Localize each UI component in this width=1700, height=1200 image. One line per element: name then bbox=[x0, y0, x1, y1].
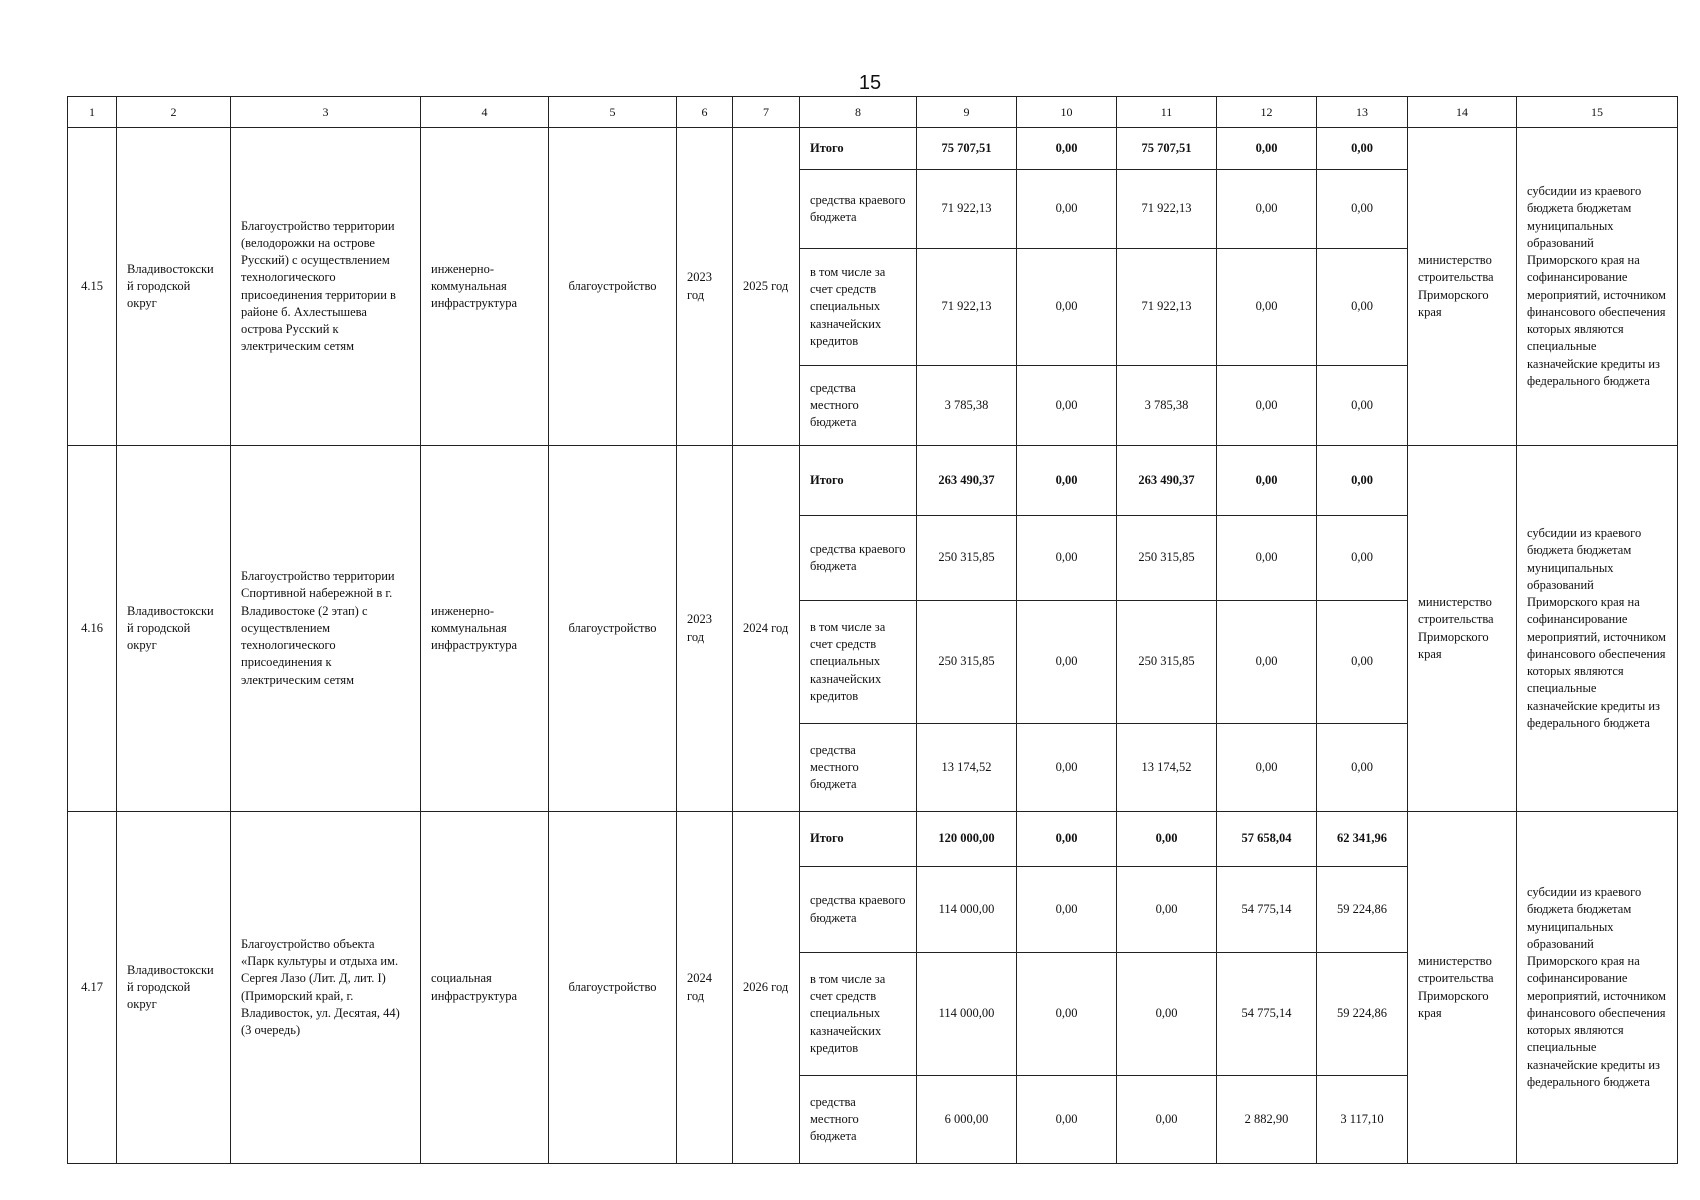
amount-cell: 0,00 bbox=[1217, 128, 1317, 170]
amount-cell: 0,00 bbox=[1117, 867, 1217, 953]
amount-cell: 0,00 bbox=[1017, 601, 1117, 724]
amount-cell: 0,00 bbox=[1117, 812, 1217, 867]
amount-cell: 0,00 bbox=[1017, 953, 1117, 1076]
funding-source-label: средства местного бюджета bbox=[800, 1076, 917, 1164]
project-name: Благоустройство территории Спортивной набережной в г. Владивостоке (2 этап) с осуществлением технологического присоединения к электрическим сетям bbox=[231, 446, 421, 812]
amount-cell: 0,00 bbox=[1117, 953, 1217, 1076]
funding-source-label: Итого bbox=[800, 812, 917, 867]
funding-source-label: в том числе за счет средств специальных казначейских кредитов bbox=[800, 601, 917, 724]
start-year: 2023 год bbox=[677, 128, 733, 446]
amount-cell: 0,00 bbox=[1017, 867, 1117, 953]
amount-cell: 263 490,37 bbox=[1117, 446, 1217, 516]
funding-source-label: Итого bbox=[800, 128, 917, 170]
project-number: 4.16 bbox=[68, 446, 117, 812]
amount-cell: 0,00 bbox=[1017, 1076, 1117, 1164]
funding-source-label: средства местного бюджета bbox=[800, 724, 917, 812]
amount-cell: 0,00 bbox=[1017, 170, 1117, 249]
amount-cell: 0,00 bbox=[1217, 446, 1317, 516]
amount-cell: 120 000,00 bbox=[917, 812, 1017, 867]
amount-cell: 71 922,13 bbox=[1117, 170, 1217, 249]
amount-cell: 0,00 bbox=[1217, 601, 1317, 724]
amount-cell: 0,00 bbox=[1317, 724, 1408, 812]
project-category: благоустройство bbox=[549, 128, 677, 446]
amount-cell: 0,00 bbox=[1017, 812, 1117, 867]
amount-cell: 114 000,00 bbox=[917, 953, 1017, 1076]
funding-source-label: Итого bbox=[800, 446, 917, 516]
amount-cell: 0,00 bbox=[1317, 128, 1408, 170]
amount-cell: 0,00 bbox=[1017, 446, 1117, 516]
header-cell: 14 bbox=[1408, 97, 1517, 128]
amount-cell: 0,00 bbox=[1217, 724, 1317, 812]
amount-cell: 13 174,52 bbox=[917, 724, 1017, 812]
header-cell: 7 bbox=[733, 97, 800, 128]
amount-cell: 0,00 bbox=[1317, 170, 1408, 249]
project-name: Благоустройство объекта «Парк культуры и отдыха им. Сергея Лазо (Лит. Д, лит. I) (Приморский край, г. Владивосток, ул. Десятая, 44)(3 очередь) bbox=[231, 812, 421, 1164]
start-year: 2024 год bbox=[677, 812, 733, 1164]
amount-cell: 250 315,85 bbox=[917, 601, 1017, 724]
project-category: благоустройство bbox=[549, 812, 677, 1164]
header-cell: 2 bbox=[117, 97, 231, 128]
table-row bbox=[68, 446, 1678, 516]
amount-cell: 0,00 bbox=[1017, 366, 1117, 446]
amount-cell: 0,00 bbox=[1317, 516, 1408, 601]
amount-cell: 59 224,86 bbox=[1317, 953, 1408, 1076]
funding-source-label: средства краевого бюджета bbox=[800, 516, 917, 601]
amount-cell: 250 315,85 bbox=[917, 516, 1017, 601]
project-category: благоустройство bbox=[549, 446, 677, 812]
amount-cell: 71 922,13 bbox=[917, 170, 1017, 249]
funding-source-label: в том числе за счет средств специальных казначейских кредитов bbox=[800, 953, 917, 1076]
amount-cell: 250 315,85 bbox=[1117, 516, 1217, 601]
funding-note: субсидии из краевого бюджета бюджетам муниципальных образований Приморского края на софинансирование мероприятий, источником финансового обеспечения которых являются специальные казначейские кредиты из федерального бюджета bbox=[1517, 128, 1678, 446]
amount-cell: 0,00 bbox=[1317, 366, 1408, 446]
amount-cell: 0,00 bbox=[1217, 170, 1317, 249]
page-number: 15 bbox=[858, 72, 882, 94]
amount-cell: 57 658,04 bbox=[1217, 812, 1317, 867]
amount-cell: 0,00 bbox=[1317, 446, 1408, 516]
project-name: Благоустройство территории (велодорожки на острове Русский) с осуществлением технологического присоединения территории в районе б. Ахлестышева острова Русский к электрическим сетям bbox=[231, 128, 421, 446]
project-number: 4.15 bbox=[68, 128, 117, 446]
funding-source-label: средства местного бюджета bbox=[800, 366, 917, 446]
header-cell: 5 bbox=[549, 97, 677, 128]
amount-cell: 0,00 bbox=[1017, 249, 1117, 366]
header-cell: 8 bbox=[800, 97, 917, 128]
funding-note: субсидии из краевого бюджета бюджетам муниципальных образований Приморского края на софинансирование мероприятий, источником финансового обеспечения которых являются специальные казначейские кредиты из федерального бюджета bbox=[1517, 446, 1678, 812]
header-cell: 11 bbox=[1117, 97, 1217, 128]
header-cell: 4 bbox=[421, 97, 549, 128]
amount-cell: 0,00 bbox=[1317, 249, 1408, 366]
amount-cell: 114 000,00 bbox=[917, 867, 1017, 953]
funding-source-label: средства краевого бюджета bbox=[800, 867, 917, 953]
amount-cell: 54 775,14 bbox=[1217, 867, 1317, 953]
municipality: Владивостокский городской округ bbox=[117, 446, 231, 812]
header-row bbox=[68, 97, 1678, 128]
amount-cell: 3 117,10 bbox=[1317, 1076, 1408, 1164]
amount-cell: 0,00 bbox=[1017, 128, 1117, 170]
amount-cell: 0,00 bbox=[1217, 366, 1317, 446]
amount-cell: 0,00 bbox=[1217, 249, 1317, 366]
end-year: 2025 год bbox=[733, 128, 800, 446]
funding-source-label: в том числе за счет средств специальных казначейских кредитов bbox=[800, 249, 917, 366]
header-cell: 6 bbox=[677, 97, 733, 128]
amount-cell: 2 882,90 bbox=[1217, 1076, 1317, 1164]
responsible-executor: министерство строительства Приморского края bbox=[1408, 812, 1517, 1164]
amount-cell: 6 000,00 bbox=[917, 1076, 1017, 1164]
start-year: 2023 год bbox=[677, 446, 733, 812]
amount-cell: 62 341,96 bbox=[1317, 812, 1408, 867]
header-cell: 15 bbox=[1517, 97, 1678, 128]
table-row bbox=[68, 812, 1678, 867]
municipality: Владивостокский городской округ bbox=[117, 128, 231, 446]
header-cell: 9 bbox=[917, 97, 1017, 128]
end-year: 2024 год bbox=[733, 446, 800, 812]
funding-table bbox=[67, 96, 1678, 1164]
amount-cell: 0,00 bbox=[1317, 601, 1408, 724]
table-body bbox=[68, 97, 1678, 1164]
header-cell: 3 bbox=[231, 97, 421, 128]
amount-cell: 0,00 bbox=[1117, 1076, 1217, 1164]
project-number: 4.17 bbox=[68, 812, 117, 1164]
infrastructure-type: инженерно-коммунальная инфраструктура bbox=[421, 446, 549, 812]
table-row bbox=[68, 128, 1678, 170]
amount-cell: 54 775,14 bbox=[1217, 953, 1317, 1076]
amount-cell: 0,00 bbox=[1017, 724, 1117, 812]
municipality: Владивостокский городской округ bbox=[117, 812, 231, 1164]
amount-cell: 3 785,38 bbox=[1117, 366, 1217, 446]
infrastructure-type: социальная инфраструктура bbox=[421, 812, 549, 1164]
amount-cell: 0,00 bbox=[1017, 516, 1117, 601]
header-cell: 1 bbox=[68, 97, 117, 128]
amount-cell: 13 174,52 bbox=[1117, 724, 1217, 812]
funding-source-label: средства краевого бюджета bbox=[800, 170, 917, 249]
infrastructure-type: инженерно-коммунальная инфраструктура bbox=[421, 128, 549, 446]
header-cell: 10 bbox=[1017, 97, 1117, 128]
amount-cell: 75 707,51 bbox=[917, 128, 1017, 170]
amount-cell: 59 224,86 bbox=[1317, 867, 1408, 953]
amount-cell: 0,00 bbox=[1217, 516, 1317, 601]
end-year: 2026 год bbox=[733, 812, 800, 1164]
amount-cell: 263 490,37 bbox=[917, 446, 1017, 516]
header-cell: 13 bbox=[1317, 97, 1408, 128]
amount-cell: 250 315,85 bbox=[1117, 601, 1217, 724]
funding-note: субсидии из краевого бюджета бюджетам муниципальных образований Приморского края на софинансирование мероприятий, источником финансового обеспечения которых являются специальные казначейские кредиты из федерального бюджета bbox=[1517, 812, 1678, 1164]
responsible-executor: министерство строительства Приморского края bbox=[1408, 446, 1517, 812]
header-cell: 12 bbox=[1217, 97, 1317, 128]
amount-cell: 71 922,13 bbox=[917, 249, 1017, 366]
amount-cell: 75 707,51 bbox=[1117, 128, 1217, 170]
responsible-executor: министерство строительства Приморского края bbox=[1408, 128, 1517, 446]
amount-cell: 71 922,13 bbox=[1117, 249, 1217, 366]
amount-cell: 3 785,38 bbox=[917, 366, 1017, 446]
